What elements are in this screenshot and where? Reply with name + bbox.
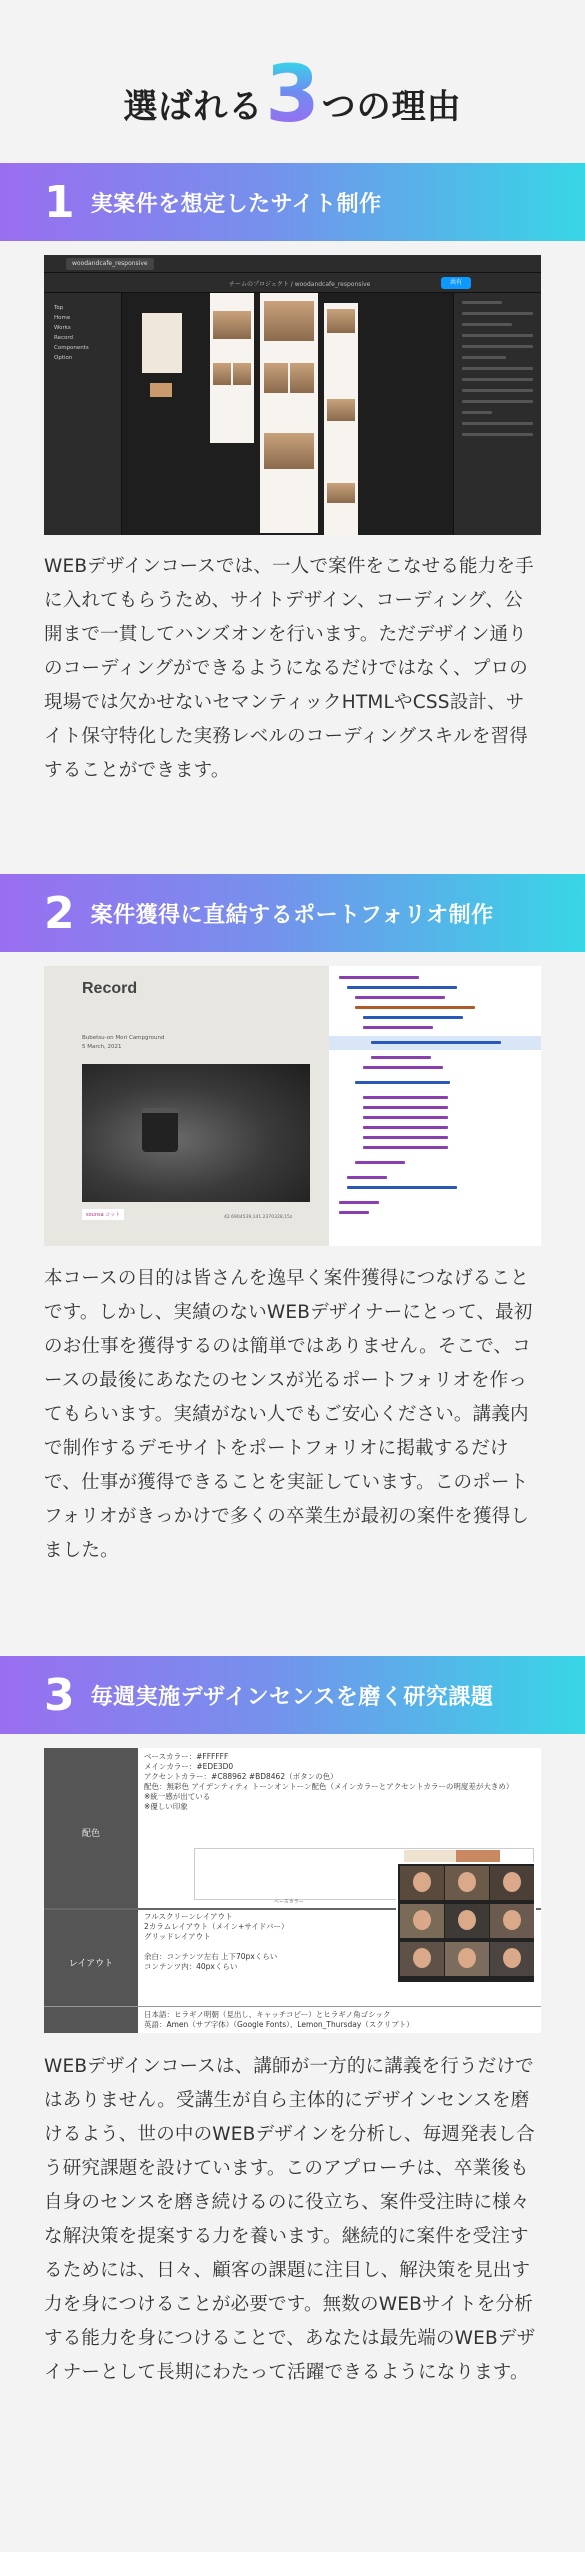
section-3-number: 3 <box>44 1669 75 1721</box>
participant-tile <box>490 1866 534 1900</box>
page-title <box>0 48 585 140</box>
figma-titlebar <box>44 255 541 273</box>
figma-file-tab: woodandcafe_responsive <box>66 258 154 270</box>
section-2-banner <box>0 874 585 952</box>
font-notes: 日本語：ヒラギノ明朝（見出し、キャッチコピー）とヒラギノ角ゴシック 英語：Amen（サブ字体）（Google Fonts）、Lemon_Thursday（スクリプト） <box>144 2010 414 2029</box>
participant-tile <box>400 1942 444 1976</box>
table-divider <box>44 2006 541 2007</box>
table-label-layout: レイアウト <box>68 1959 114 1969</box>
page-title-after: つの理由 <box>321 87 462 127</box>
post-tag: sounsa コット <box>82 1209 124 1220</box>
layout-notes: フルスクリーンレイアウト 2カラムレイアウト（メイン+サイドバー） グリッドレイアウト 余白：コンテンツ左右 上下70pxくらい コンテンツ内：40pxくらい <box>144 1912 289 1971</box>
section-2-heading: 案件獲得に直結するポートフォリオ制作 <box>90 902 494 928</box>
participant-tile <box>400 1904 444 1938</box>
page-title-number: 3 <box>265 50 320 140</box>
table-label-color: 配色 <box>81 1829 100 1839</box>
figma-frame <box>260 293 318 533</box>
stove-shape <box>142 1108 178 1152</box>
figma-frame <box>210 293 254 443</box>
section-3-banner <box>0 1656 585 1734</box>
figma-screenshot <box>44 255 541 535</box>
participant-tile <box>445 1942 489 1976</box>
participant-tile <box>445 1866 489 1900</box>
post-title: Bubetsu-on Mori Campground <box>82 1035 165 1041</box>
code-screenshot <box>44 966 541 1246</box>
figma-share-button: 共有 <box>441 277 471 289</box>
figma-layer: Components <box>54 345 89 351</box>
figma-canvas <box>122 293 453 535</box>
post-date: 5 March, 2021 <box>82 1044 122 1050</box>
section-2-number: 2 <box>44 887 75 939</box>
campfire-photo <box>82 1064 310 1202</box>
figma-frame <box>142 313 182 373</box>
figma-layer: Home <box>54 315 71 321</box>
post-meta <box>82 1034 165 1052</box>
participant-tile <box>490 1904 534 1938</box>
swatch-label-base: ベースカラー <box>274 1899 304 1905</box>
figma-frame <box>150 383 172 397</box>
section-3-heading: 毎週実施デザインセンスを磨く研究課題 <box>90 1684 494 1710</box>
figma-layer: Record <box>54 335 74 341</box>
participant-tile <box>400 1866 444 1900</box>
section-1-text: WEBデザインコースでは、一人で案件をこなせる能力を手に入れてもらうため、サイトデザイン、コーディング、公開まで一貫してハンズオンを行います。ただデザイン通りのコーディングができるようになるだけではなく、プロの現場では欠かせないセマンティックHTMLやCSS設計、サイト保守特化した実務レベルのコーディングスキルを習得することができます。 <box>44 556 534 781</box>
video-call-grid <box>396 1862 536 1984</box>
figma-frame <box>324 303 358 535</box>
participant-tile <box>445 1904 489 1938</box>
figma-properties-panel <box>453 293 541 535</box>
section-1-banner <box>0 163 585 241</box>
participant-tile <box>490 1942 534 1976</box>
figma-layer: Option <box>54 355 73 361</box>
figma-toolbar <box>44 273 541 293</box>
section-2-text: 本コースの目的は皆さんを逸早く案件獲得につなげることです。しかし、実績のないWEBデザイナーにとって、最初のお仕事を獲得するのは簡単ではありません。そこで、コースの最後にあなたのセンスが光るポートフォリオを作ってもらいます。実績がない人でもご安心ください。講義内で制作するデモサイトをポートフォリオに掲載するだけで、仕事が獲得できることを実証しています。このポートフォリオがきっかけで多くの卒業生が最初の案件を獲得しました。 <box>44 1268 533 1561</box>
figma-layers-panel <box>44 293 122 535</box>
figma-breadcrumb: チームのプロジェクト / woodandcafe_responsive <box>229 281 371 288</box>
figma-layer: Top <box>54 305 64 311</box>
research-table-screenshot <box>44 1748 541 2033</box>
section-1-heading: 実案件を想定したサイト制作 <box>90 191 382 217</box>
record-title: Record <box>82 980 138 997</box>
figma-layer: Works <box>54 325 71 331</box>
site-preview <box>44 966 329 1246</box>
section-1-number: 1 <box>44 176 75 228</box>
color-notes: ベースカラー：#FFFFFF メインカラー：#EDE3D0 アクセントカラー：#C88962 #BD8462（ボタンの色） 配色：無彩色 アイデンティティ トーンオントーン配色（メインカラーとアクセントカラーの明度差が大きめ） ※統一感が出ている ※優しい印象 <box>144 1752 514 1811</box>
table-label-column <box>44 1748 138 2033</box>
page-title-before: 選ばれる <box>123 87 264 127</box>
devtools-panel <box>329 966 541 1246</box>
section-3-text: WEBデザインコースは、講師が一方的に講義を行うだけではありません。受講生が自ら主体的にデザインセンスを磨けるよう、世の中のWEBデザインを分析し、毎週発表し合う研究課題を設けています。このアプローチは、卒業後も自身のセンスを磨き続けるのに役立ち、案件受注時に様々な解決策を提案する力を養います。継続的に案件を受注するためには、日々、顧客の課題に注目し、解決策を見出す力を身につけることが必要です。無数のWEBサイトを分析する能力を身につけることで、あなたは最先端のWEBデザイナーとして長期にわたって活躍できるようになります。 <box>44 2056 536 2383</box>
post-coordinates: 42.6904539,141.2370328,15z <box>224 1215 293 1220</box>
